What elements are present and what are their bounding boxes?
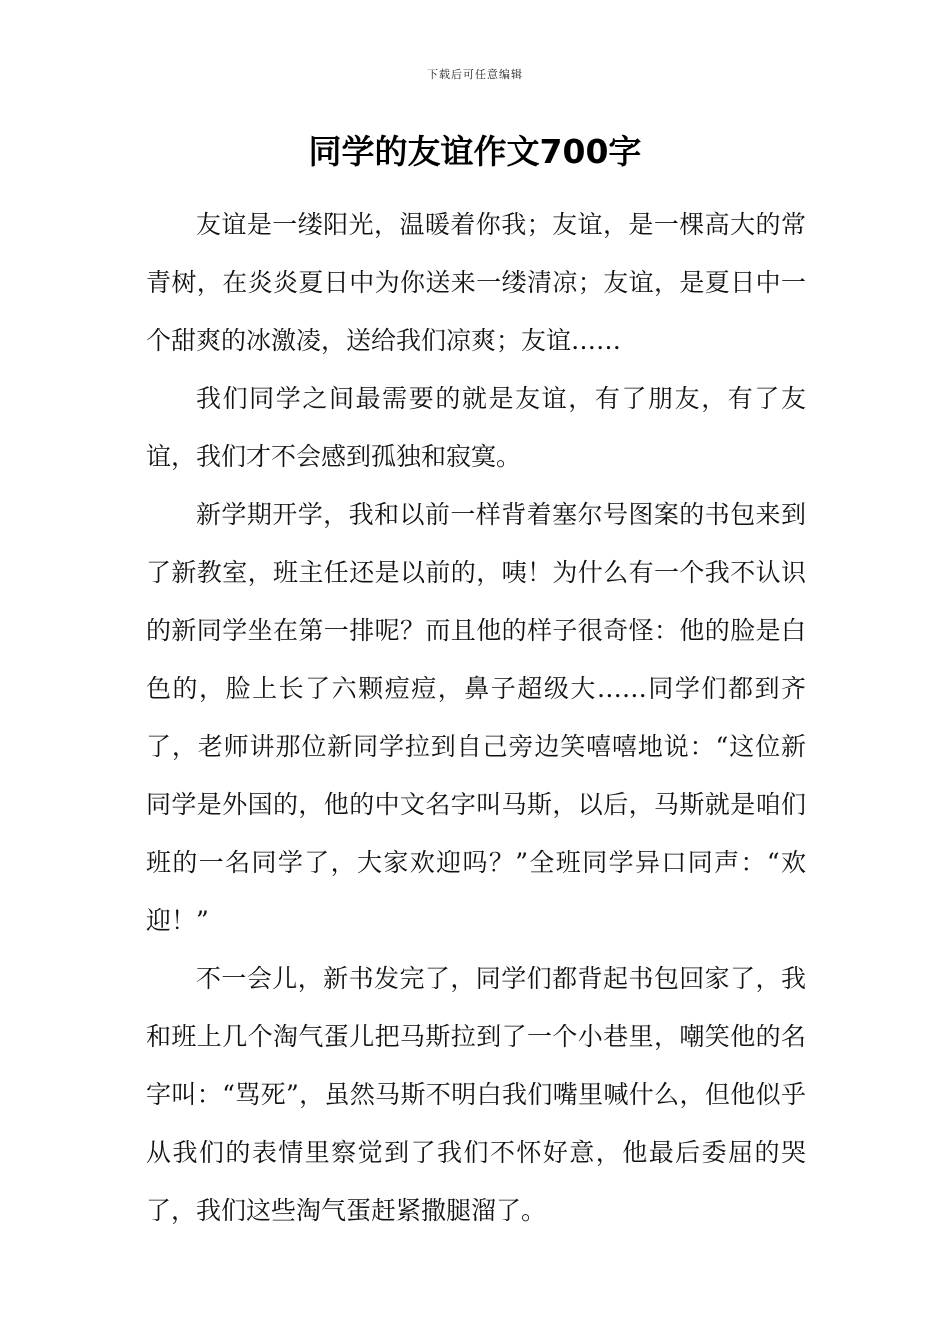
paragraph-2: 我们同学之间最需要的就是友谊，有了朋友，有了友谊，我们才不会感到孤独和寂寞。 (146, 384, 806, 471)
header-note: 下载后可任意编辑 (427, 68, 523, 81)
document-title: 同学的友谊作文700字 (308, 132, 642, 171)
paragraph-3: 新学期开学，我和以前一样背着塞尔号图案的书包来到了新教室，班主任还是以前的，咦！为什么有一个我不认识的新同学坐在第一排呢？而且他的样子很奇怪：他的脸是白色的，脸上长了六颗痘痘，鼻子超级大……同学们都到齐了，老师讲那位新同学拉到自己旁边笑嘻嘻地说：“这位新同学是外国的，他的中文名字叫马斯，以后，马斯就是咱们班的一名同学了，大家欢迎吗？”全班同学异口同声：“欢迎！” (146, 500, 806, 935)
paragraph-1: 友谊是一缕阳光，温暖着你我；友谊，是一棵高大的常青树，在炎炎夏日中为你送来一缕清凉；友谊，是夏日中一个甜爽的冰激凌，送给我们凉爽；友谊…… (146, 210, 806, 355)
paragraph-4: 不一会儿，新书发完了，同学们都背起书包回家了，我和班上几个淘气蛋儿把马斯拉到了一个小巷里，嘲笑他的名字叫：“骂死”，虽然马斯不明白我们嘴里喊什么，但他似乎从我们的表情里察觉到了我们不怀好意，他最后委屈的哭了，我们这些淘气蛋赶紧撒腿溜了。 (146, 964, 806, 1225)
document-body (146, 196, 806, 1240)
